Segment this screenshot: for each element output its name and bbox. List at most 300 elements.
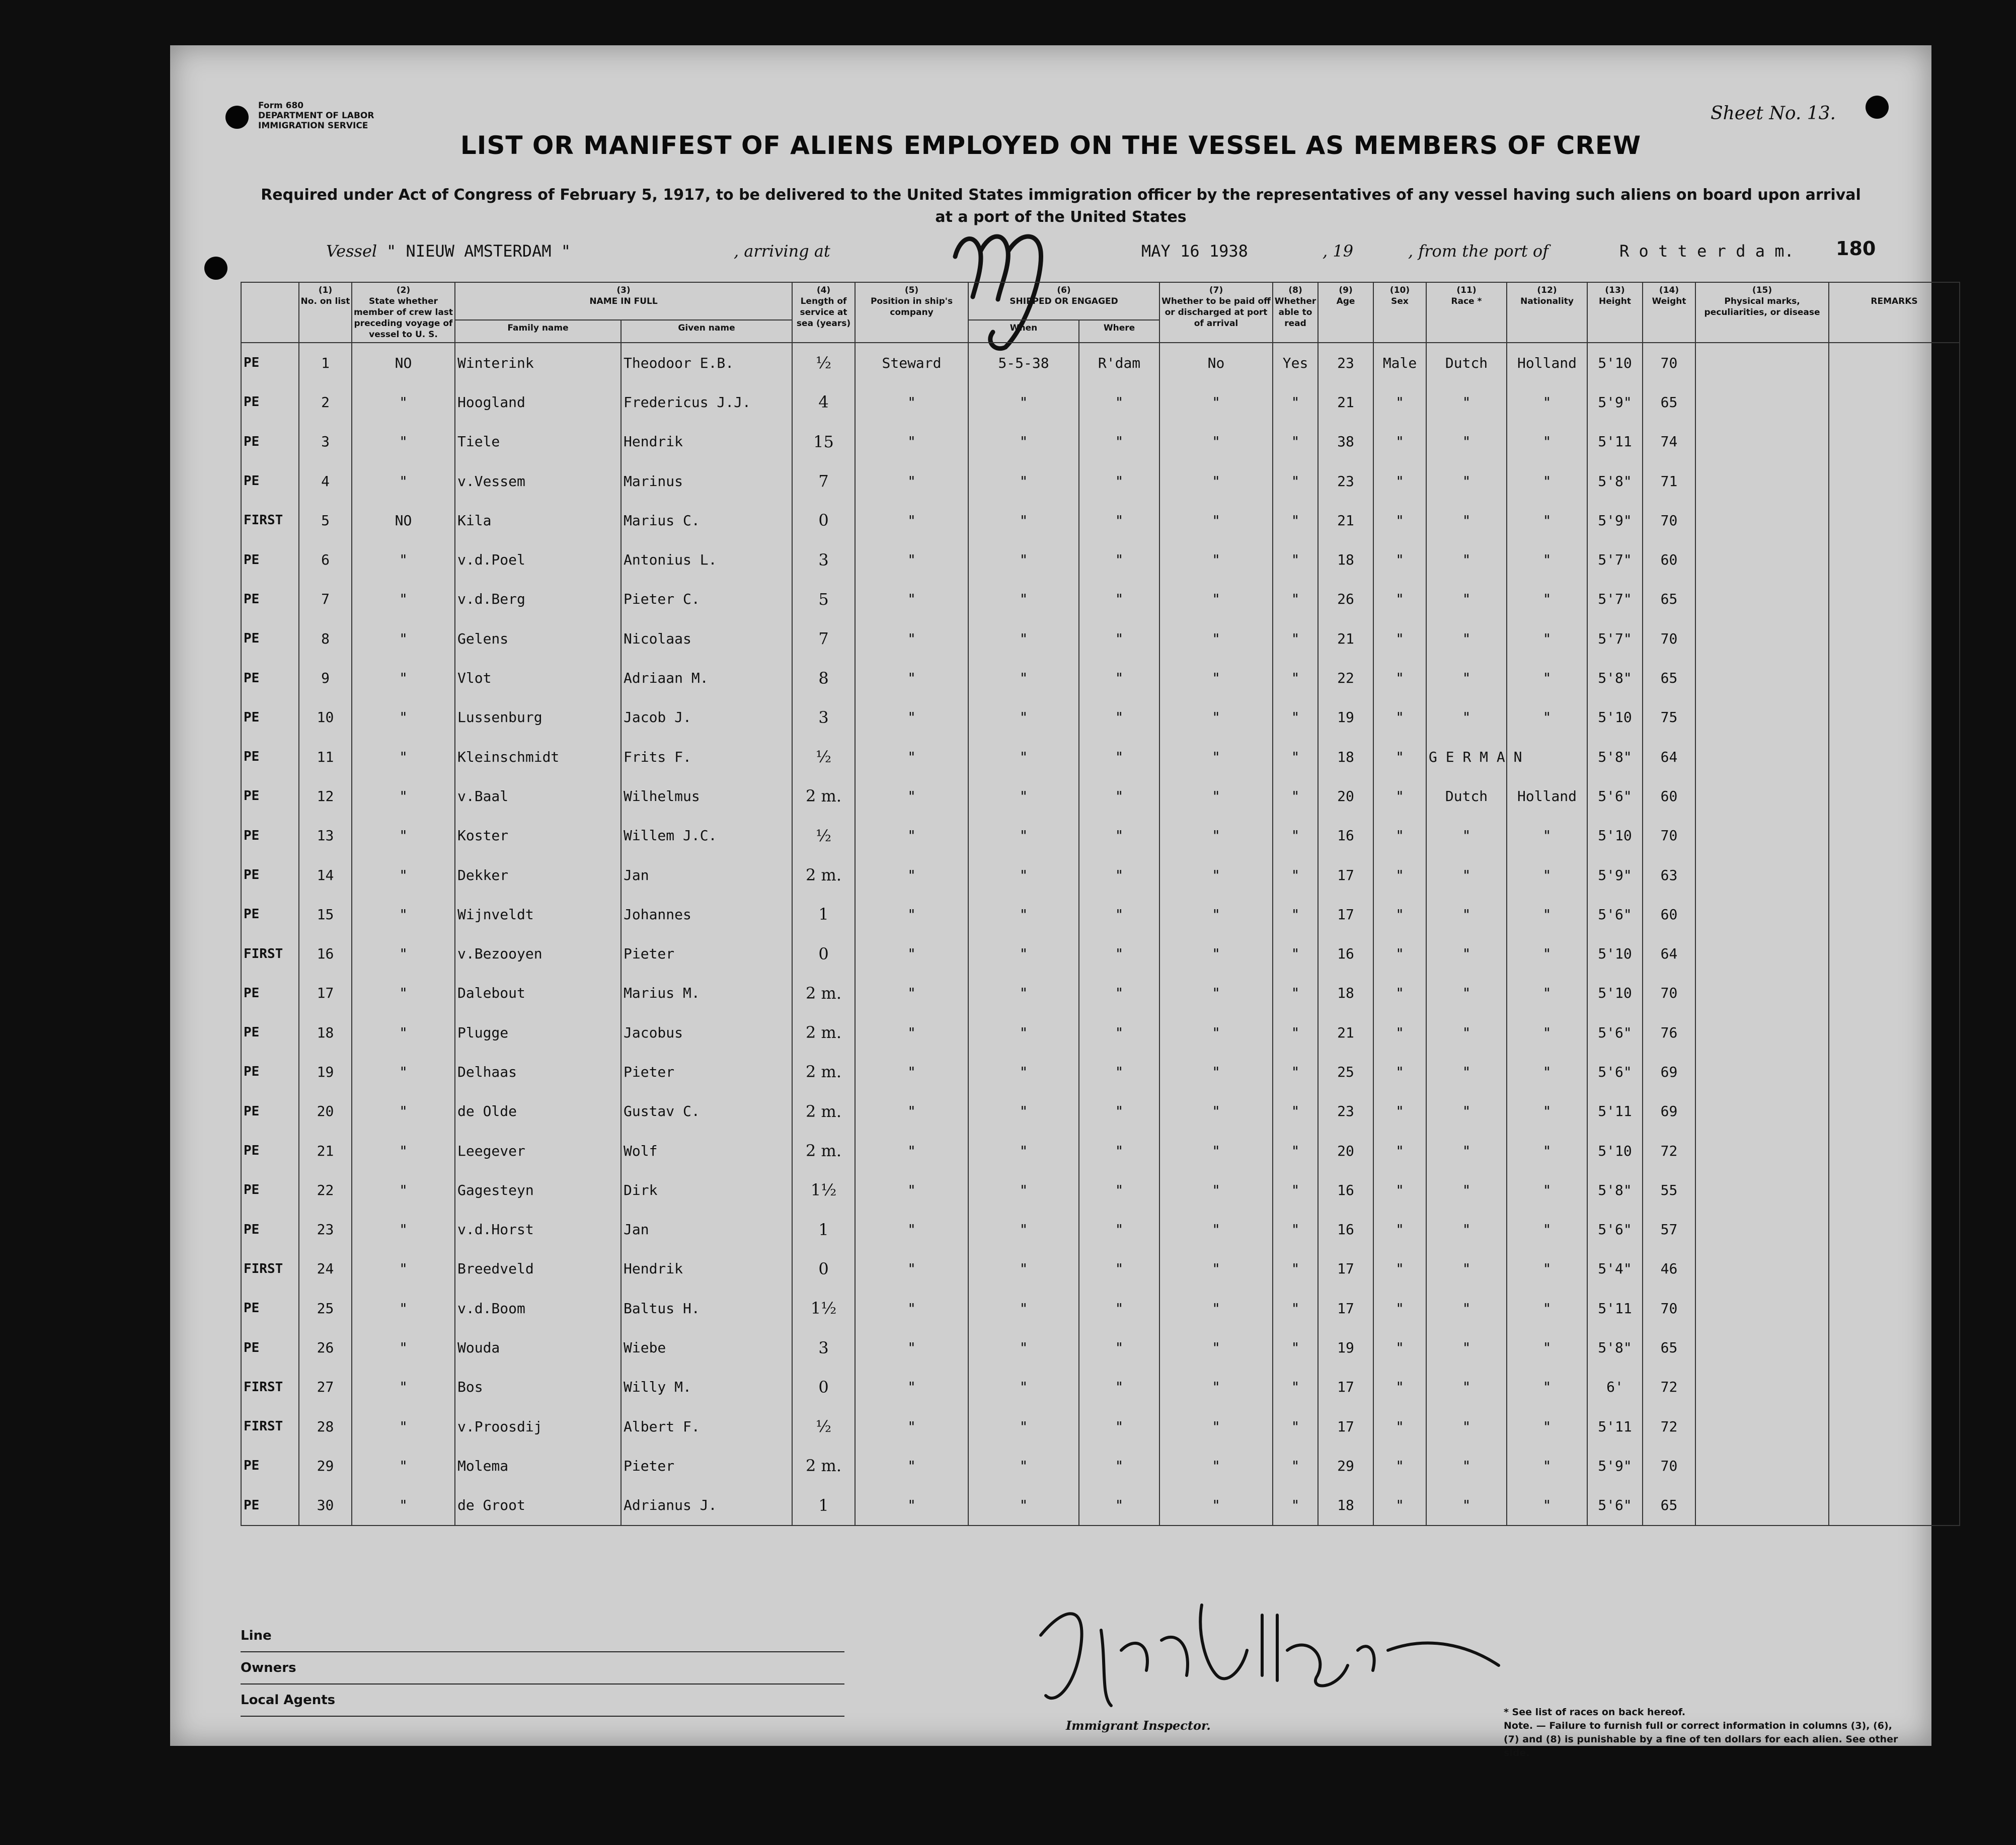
crew-age: 21 (1318, 1013, 1373, 1052)
crew-paid-off: " (1159, 1446, 1273, 1485)
crew-shipped-when: " (968, 1289, 1079, 1328)
crew-shipped-where: " (1079, 1328, 1159, 1367)
crew-list-number: 6 (299, 540, 352, 579)
table-row (241, 1368, 1960, 1407)
crew-paid-off: " (1159, 501, 1273, 540)
crew-position: " (855, 580, 968, 619)
crew-paid-off: " (1159, 540, 1273, 579)
crew-nationality: " (1507, 974, 1587, 1013)
crew-sex: " (1373, 540, 1426, 579)
crew-given-name: Pieter (621, 934, 792, 973)
from-port: R o t t e r d a m. (1619, 242, 1794, 261)
crew-shipped-when: " (968, 461, 1079, 501)
table-row (241, 816, 1960, 855)
crew-status-mark: PE (241, 816, 299, 855)
crew-previous-voyage: " (352, 1289, 455, 1328)
crew-shipped-where: " (1079, 461, 1159, 501)
crew-given-name: Marius C. (621, 501, 792, 540)
crew-position: " (855, 540, 968, 579)
crew-race: " (1426, 974, 1507, 1013)
crew-status-mark: FIRST (241, 1368, 299, 1407)
crew-given-name: Wolf (621, 1131, 792, 1170)
crew-status-mark: PE (241, 737, 299, 776)
crew-family-name: Wijnveldt (455, 895, 621, 934)
crew-height: 5'11 (1587, 1092, 1643, 1131)
crew-service-length: ½ (792, 816, 855, 855)
crew-given-name: Wiebe (621, 1328, 792, 1367)
crew-sex: " (1373, 1289, 1426, 1328)
crew-able-to-read: " (1273, 1210, 1318, 1249)
crew-service-length: 2 m. (792, 974, 855, 1013)
vessel-info-line (326, 237, 1886, 267)
crew-family-name: v.Bezooyen (455, 934, 621, 973)
crew-family-name: v.d.Berg (455, 580, 621, 619)
crew-given-name: Gustav C. (621, 1092, 792, 1131)
col-nationality-header: (12) Nationality (1507, 282, 1587, 343)
crew-remarks (1829, 422, 1960, 461)
crew-shipped-where: " (1079, 855, 1159, 895)
col-position-header: (5) Position in ship's company (855, 282, 968, 343)
crew-family-name: Plugge (455, 1013, 621, 1052)
crew-age: 23 (1318, 343, 1373, 382)
crew-list-number: 26 (299, 1328, 352, 1367)
crew-remarks (1829, 619, 1960, 658)
crew-status-mark: PE (241, 1013, 299, 1052)
crew-previous-voyage: " (352, 1368, 455, 1407)
crew-family-name: Dalebout (455, 974, 621, 1013)
crew-status-mark: PE (241, 698, 299, 737)
crew-physical-marks (1695, 1328, 1829, 1367)
crew-position: " (855, 1486, 968, 1526)
crew-shipped-when: " (968, 382, 1079, 422)
crew-given-name: Jan (621, 855, 792, 895)
crew-previous-voyage: NO (352, 501, 455, 540)
crew-list-number: 20 (299, 1092, 352, 1131)
crew-race: " (1426, 422, 1507, 461)
crew-status-mark: FIRST (241, 501, 299, 540)
crew-height: 5'6" (1587, 1013, 1643, 1052)
table-row (241, 698, 1960, 737)
col-length-header: (4) Length of service at sea (years) (792, 282, 855, 343)
crew-able-to-read: Yes (1273, 343, 1318, 382)
table-row (241, 1249, 1960, 1289)
crew-able-to-read: " (1273, 698, 1318, 737)
crew-given-name: Hendrik (621, 422, 792, 461)
crew-shipped-when: " (968, 619, 1079, 658)
crew-service-length: ½ (792, 737, 855, 776)
crew-shipped-when: " (968, 776, 1079, 816)
crew-given-name: Pieter (621, 1446, 792, 1485)
crew-physical-marks (1695, 974, 1829, 1013)
crew-family-name: de Olde (455, 1092, 621, 1131)
crew-service-length: 2 m. (792, 776, 855, 816)
crew-physical-marks (1695, 1170, 1829, 1210)
crew-position: " (855, 776, 968, 816)
crew-height: 5'9" (1587, 382, 1643, 422)
crew-sex: " (1373, 934, 1426, 973)
crew-family-name: v.d.Boom (455, 1289, 621, 1328)
punch-hole-header (204, 257, 227, 280)
crew-previous-voyage: " (352, 895, 455, 934)
crew-service-length: 1 (792, 895, 855, 934)
crew-remarks (1829, 1131, 1960, 1170)
footnote-races: * See list of races on back hereof. (1504, 1707, 1686, 1718)
crew-able-to-read: " (1273, 816, 1318, 855)
crew-able-to-read: " (1273, 1092, 1318, 1131)
crew-weight: 72 (1643, 1131, 1695, 1170)
crew-nationality: " (1507, 461, 1587, 501)
crew-height: 5'6" (1587, 1210, 1643, 1249)
crew-given-name: Jacobus (621, 1013, 792, 1052)
crew-paid-off: " (1159, 1052, 1273, 1091)
crew-status-mark: PE (241, 1328, 299, 1367)
crew-status-mark: PE (241, 343, 299, 382)
crew-given-name: Willy M. (621, 1368, 792, 1407)
crew-status-mark: FIRST (241, 1249, 299, 1289)
crew-status-mark: PE (241, 1170, 299, 1210)
crew-given-name: Fredericus J.J. (621, 382, 792, 422)
crew-remarks (1829, 1210, 1960, 1249)
crew-service-length: 2 m. (792, 1446, 855, 1485)
crew-list-number: 9 (299, 658, 352, 697)
crew-paid-off: " (1159, 580, 1273, 619)
crew-weight: 76 (1643, 1013, 1695, 1052)
crew-height: 5'6" (1587, 1052, 1643, 1091)
crew-list-number: 24 (299, 1249, 352, 1289)
crew-height: 5'9" (1587, 855, 1643, 895)
crew-sex: " (1373, 382, 1426, 422)
crew-sex: " (1373, 776, 1426, 816)
crew-sex: " (1373, 1052, 1426, 1091)
department-name: DEPARTMENT OF LABOR (258, 111, 374, 121)
crew-previous-voyage: " (352, 658, 455, 697)
crew-service-length: 7 (792, 619, 855, 658)
crew-previous-voyage: " (352, 1446, 455, 1485)
crew-height: 5'10 (1587, 698, 1643, 737)
crew-position: " (855, 1407, 968, 1446)
crew-paid-off: " (1159, 698, 1273, 737)
footnote (1504, 1706, 1906, 1760)
crew-age: 18 (1318, 974, 1373, 1013)
col-paid-off-header: (7) Whether to be paid off or discharged at port of arrival (1159, 282, 1273, 343)
crew-physical-marks (1695, 501, 1829, 540)
crew-status-mark: PE (241, 895, 299, 934)
crew-list-number: 12 (299, 776, 352, 816)
crew-service-length: 0 (792, 1368, 855, 1407)
col-height-header: (13) Height (1587, 282, 1643, 343)
crew-previous-voyage: " (352, 580, 455, 619)
crew-family-name: v.Vessem (455, 461, 621, 501)
table-row (241, 1446, 1960, 1485)
crew-remarks (1829, 934, 1960, 973)
crew-physical-marks (1695, 816, 1829, 855)
crew-given-name: Baltus H. (621, 1289, 792, 1328)
crew-able-to-read: " (1273, 1052, 1318, 1091)
crew-family-name: Delhaas (455, 1052, 621, 1091)
crew-able-to-read: " (1273, 382, 1318, 422)
crew-previous-voyage: " (352, 776, 455, 816)
crew-position: " (855, 974, 968, 1013)
crew-nationality: " (1507, 619, 1587, 658)
crew-age: 26 (1318, 580, 1373, 619)
crew-family-name: Gelens (455, 619, 621, 658)
crew-race: " (1426, 1446, 1507, 1485)
crew-race: " (1426, 1486, 1507, 1526)
crew-shipped-where: " (1079, 422, 1159, 461)
crew-able-to-read: " (1273, 934, 1318, 973)
crew-service-length: 0 (792, 501, 855, 540)
crew-sex: " (1373, 1249, 1426, 1289)
crew-nationality: " (1507, 1289, 1587, 1328)
crew-family-name: v.d.Horst (455, 1210, 621, 1249)
crew-race: " (1426, 1013, 1507, 1052)
crew-shipped-where: " (1079, 698, 1159, 737)
crew-sex: " (1373, 698, 1426, 737)
crew-service-length: 1 (792, 1210, 855, 1249)
crew-status-mark: PE (241, 580, 299, 619)
crew-weight: 60 (1643, 895, 1695, 934)
crew-family-name: Koster (455, 816, 621, 855)
crew-status-mark: PE (241, 776, 299, 816)
vessel-label: Vessel (326, 242, 377, 261)
crew-age: 17 (1318, 895, 1373, 934)
crew-physical-marks (1695, 1407, 1829, 1446)
crew-physical-marks (1695, 1368, 1829, 1407)
table-row (241, 1013, 1960, 1052)
year-label: , 19 (1323, 242, 1354, 261)
crew-shipped-where: R'dam (1079, 343, 1159, 382)
crew-paid-off: " (1159, 1013, 1273, 1052)
crew-sex: " (1373, 737, 1426, 776)
crew-weight: 64 (1643, 737, 1695, 776)
crew-race: Dutch (1426, 343, 1507, 382)
crew-list-number: 10 (299, 698, 352, 737)
crew-family-name: Dekker (455, 855, 621, 895)
document-title: LIST OR MANIFEST OF ALIENS EMPLOYED ON THE VESSEL AS MEMBERS OF CREW (460, 131, 1642, 160)
crew-given-name: Pieter C. (621, 580, 792, 619)
crew-weight: 65 (1643, 1328, 1695, 1367)
crew-race: " (1426, 895, 1507, 934)
crew-position: " (855, 698, 968, 737)
table-row (241, 855, 1960, 895)
crew-shipped-when: " (968, 1170, 1079, 1210)
crew-nationality: " (1507, 934, 1587, 973)
crew-family-name: v.d.Poel (455, 540, 621, 579)
crew-age: 18 (1318, 1486, 1373, 1526)
crew-weight: 70 (1643, 619, 1695, 658)
page-number: 180 (1836, 237, 1876, 260)
crew-service-length: 2 m. (792, 1013, 855, 1052)
table-row (241, 934, 1960, 973)
crew-paid-off: " (1159, 1170, 1273, 1210)
crew-weight: 72 (1643, 1407, 1695, 1446)
crew-previous-voyage: " (352, 1092, 455, 1131)
crew-position: " (855, 1052, 968, 1091)
crew-nationality: " (1507, 855, 1587, 895)
crew-weight: 71 (1643, 461, 1695, 501)
crew-remarks (1829, 1052, 1960, 1091)
crew-family-name: Leegever (455, 1131, 621, 1170)
col-previous-voyage-header: (2) State whether member of crew last preceding voyage of vessel to U. S. (352, 282, 455, 343)
crew-service-length: 3 (792, 540, 855, 579)
crew-physical-marks (1695, 540, 1829, 579)
crew-list-number: 28 (299, 1407, 352, 1446)
table-row (241, 1092, 1960, 1131)
crew-previous-voyage: " (352, 1328, 455, 1367)
crew-family-name: Vlot (455, 658, 621, 697)
crew-shipped-where: " (1079, 1210, 1159, 1249)
crew-given-name: Willem J.C. (621, 816, 792, 855)
crew-service-length: 15 (792, 422, 855, 461)
crew-race: " (1426, 1249, 1507, 1289)
crew-previous-voyage: " (352, 1210, 455, 1249)
table-row (241, 1210, 1960, 1249)
crew-physical-marks (1695, 1446, 1829, 1485)
crew-able-to-read: " (1273, 1446, 1318, 1485)
punch-hole-top-right (1866, 96, 1889, 119)
crew-able-to-read: " (1273, 1131, 1318, 1170)
col-age-header: (9) Age (1318, 282, 1373, 343)
crew-remarks (1829, 1289, 1960, 1328)
crew-able-to-read: " (1273, 540, 1318, 579)
table-row (241, 501, 1960, 540)
crew-position: " (855, 1013, 968, 1052)
crew-given-name: Wilhelmus (621, 776, 792, 816)
col-no-header: (1) No. on list (299, 282, 352, 343)
table-row (241, 737, 1960, 776)
crew-remarks (1829, 461, 1960, 501)
crew-able-to-read: " (1273, 737, 1318, 776)
crew-list-number: 18 (299, 1013, 352, 1052)
crew-remarks (1829, 776, 1960, 816)
crew-shipped-where: " (1079, 658, 1159, 697)
crew-able-to-read: " (1273, 501, 1318, 540)
crew-weight: 60 (1643, 776, 1695, 816)
crew-age: 22 (1318, 658, 1373, 697)
crew-status-mark: PE (241, 1131, 299, 1170)
crew-height: 5'6" (1587, 776, 1643, 816)
crew-status-mark: FIRST (241, 1407, 299, 1446)
crew-previous-voyage: NO (352, 343, 455, 382)
crew-able-to-read: " (1273, 1486, 1318, 1526)
crew-family-name: Breedveld (455, 1249, 621, 1289)
crew-shipped-when: " (968, 816, 1079, 855)
crew-able-to-read: " (1273, 461, 1318, 501)
crew-given-name: Adrianus J. (621, 1486, 792, 1526)
crew-family-name: Wouda (455, 1328, 621, 1367)
crew-height: 5'8" (1587, 1170, 1643, 1210)
crew-race: " (1426, 1210, 1507, 1249)
crew-height: 5'8" (1587, 658, 1643, 697)
crew-given-name: Jan (621, 1210, 792, 1249)
crew-remarks (1829, 658, 1960, 697)
crew-shipped-when: " (968, 658, 1079, 697)
col-sex-header: (10) Sex (1373, 282, 1426, 343)
footer-fields (241, 1620, 844, 1717)
crew-list-number: 3 (299, 422, 352, 461)
line-label: Line (241, 1620, 844, 1652)
crew-status-mark: PE (241, 658, 299, 697)
crew-previous-voyage: " (352, 461, 455, 501)
crew-remarks (1829, 343, 1960, 382)
crew-given-name: Albert F. (621, 1407, 792, 1446)
crew-list-number: 13 (299, 816, 352, 855)
crew-age: 21 (1318, 619, 1373, 658)
crew-physical-marks (1695, 934, 1829, 973)
crew-physical-marks (1695, 776, 1829, 816)
crew-shipped-where: " (1079, 895, 1159, 934)
crew-age: 18 (1318, 540, 1373, 579)
col-remarks-header: REMARKS (1829, 282, 1960, 343)
crew-race: " (1426, 1131, 1507, 1170)
crew-sex: " (1373, 1446, 1426, 1485)
crew-status-mark: PE (241, 619, 299, 658)
crew-remarks (1829, 501, 1960, 540)
crew-position: " (855, 895, 968, 934)
crew-weight: 65 (1643, 382, 1695, 422)
crew-race: G E R M A N (1426, 737, 1507, 776)
crew-status-mark: PE (241, 540, 299, 579)
crew-weight: 55 (1643, 1170, 1695, 1210)
crew-previous-voyage: " (352, 619, 455, 658)
crew-sex: " (1373, 658, 1426, 697)
crew-physical-marks (1695, 895, 1829, 934)
immigrant-inspector-label: Immigrant Inspector. (1066, 1718, 1211, 1733)
crew-physical-marks (1695, 855, 1829, 895)
crew-paid-off: " (1159, 934, 1273, 973)
crew-age: 16 (1318, 1170, 1373, 1210)
arrival-date: MAY 16 1938 (1141, 242, 1248, 261)
crew-race: " (1426, 501, 1507, 540)
crew-status-mark: PE (241, 382, 299, 422)
crew-weight: 65 (1643, 1486, 1695, 1526)
crew-sex: " (1373, 816, 1426, 855)
arriving-label: , arriving at (734, 242, 830, 261)
crew-service-length: 8 (792, 658, 855, 697)
crew-remarks (1829, 1328, 1960, 1367)
crew-race: " (1426, 1328, 1507, 1367)
table-row (241, 1289, 1960, 1328)
crew-list-number: 7 (299, 580, 352, 619)
crew-age: 19 (1318, 698, 1373, 737)
crew-list-number: 4 (299, 461, 352, 501)
crew-sex: " (1373, 855, 1426, 895)
crew-service-length: 1½ (792, 1289, 855, 1328)
crew-paid-off: " (1159, 422, 1273, 461)
crew-height: 5'9" (1587, 1446, 1643, 1485)
crew-age: 21 (1318, 501, 1373, 540)
crew-list-number: 11 (299, 737, 352, 776)
table-row (241, 1328, 1960, 1367)
crew-previous-voyage: " (352, 737, 455, 776)
crew-shipped-when: " (968, 934, 1079, 973)
crew-remarks (1829, 1368, 1960, 1407)
crew-weight: 70 (1643, 343, 1695, 382)
crew-shipped-where: " (1079, 1013, 1159, 1052)
crew-paid-off: " (1159, 776, 1273, 816)
table-row (241, 1170, 1960, 1210)
crew-remarks (1829, 1092, 1960, 1131)
table-row (241, 1486, 1960, 1526)
crew-list-number: 14 (299, 855, 352, 895)
crew-previous-voyage: " (352, 382, 455, 422)
crew-shipped-when: " (968, 422, 1079, 461)
crew-weight: 64 (1643, 934, 1695, 973)
crew-service-length: 2 m. (792, 1092, 855, 1131)
crew-shipped-where: " (1079, 1446, 1159, 1485)
crew-position: " (855, 737, 968, 776)
crew-nationality: " (1507, 1407, 1587, 1446)
